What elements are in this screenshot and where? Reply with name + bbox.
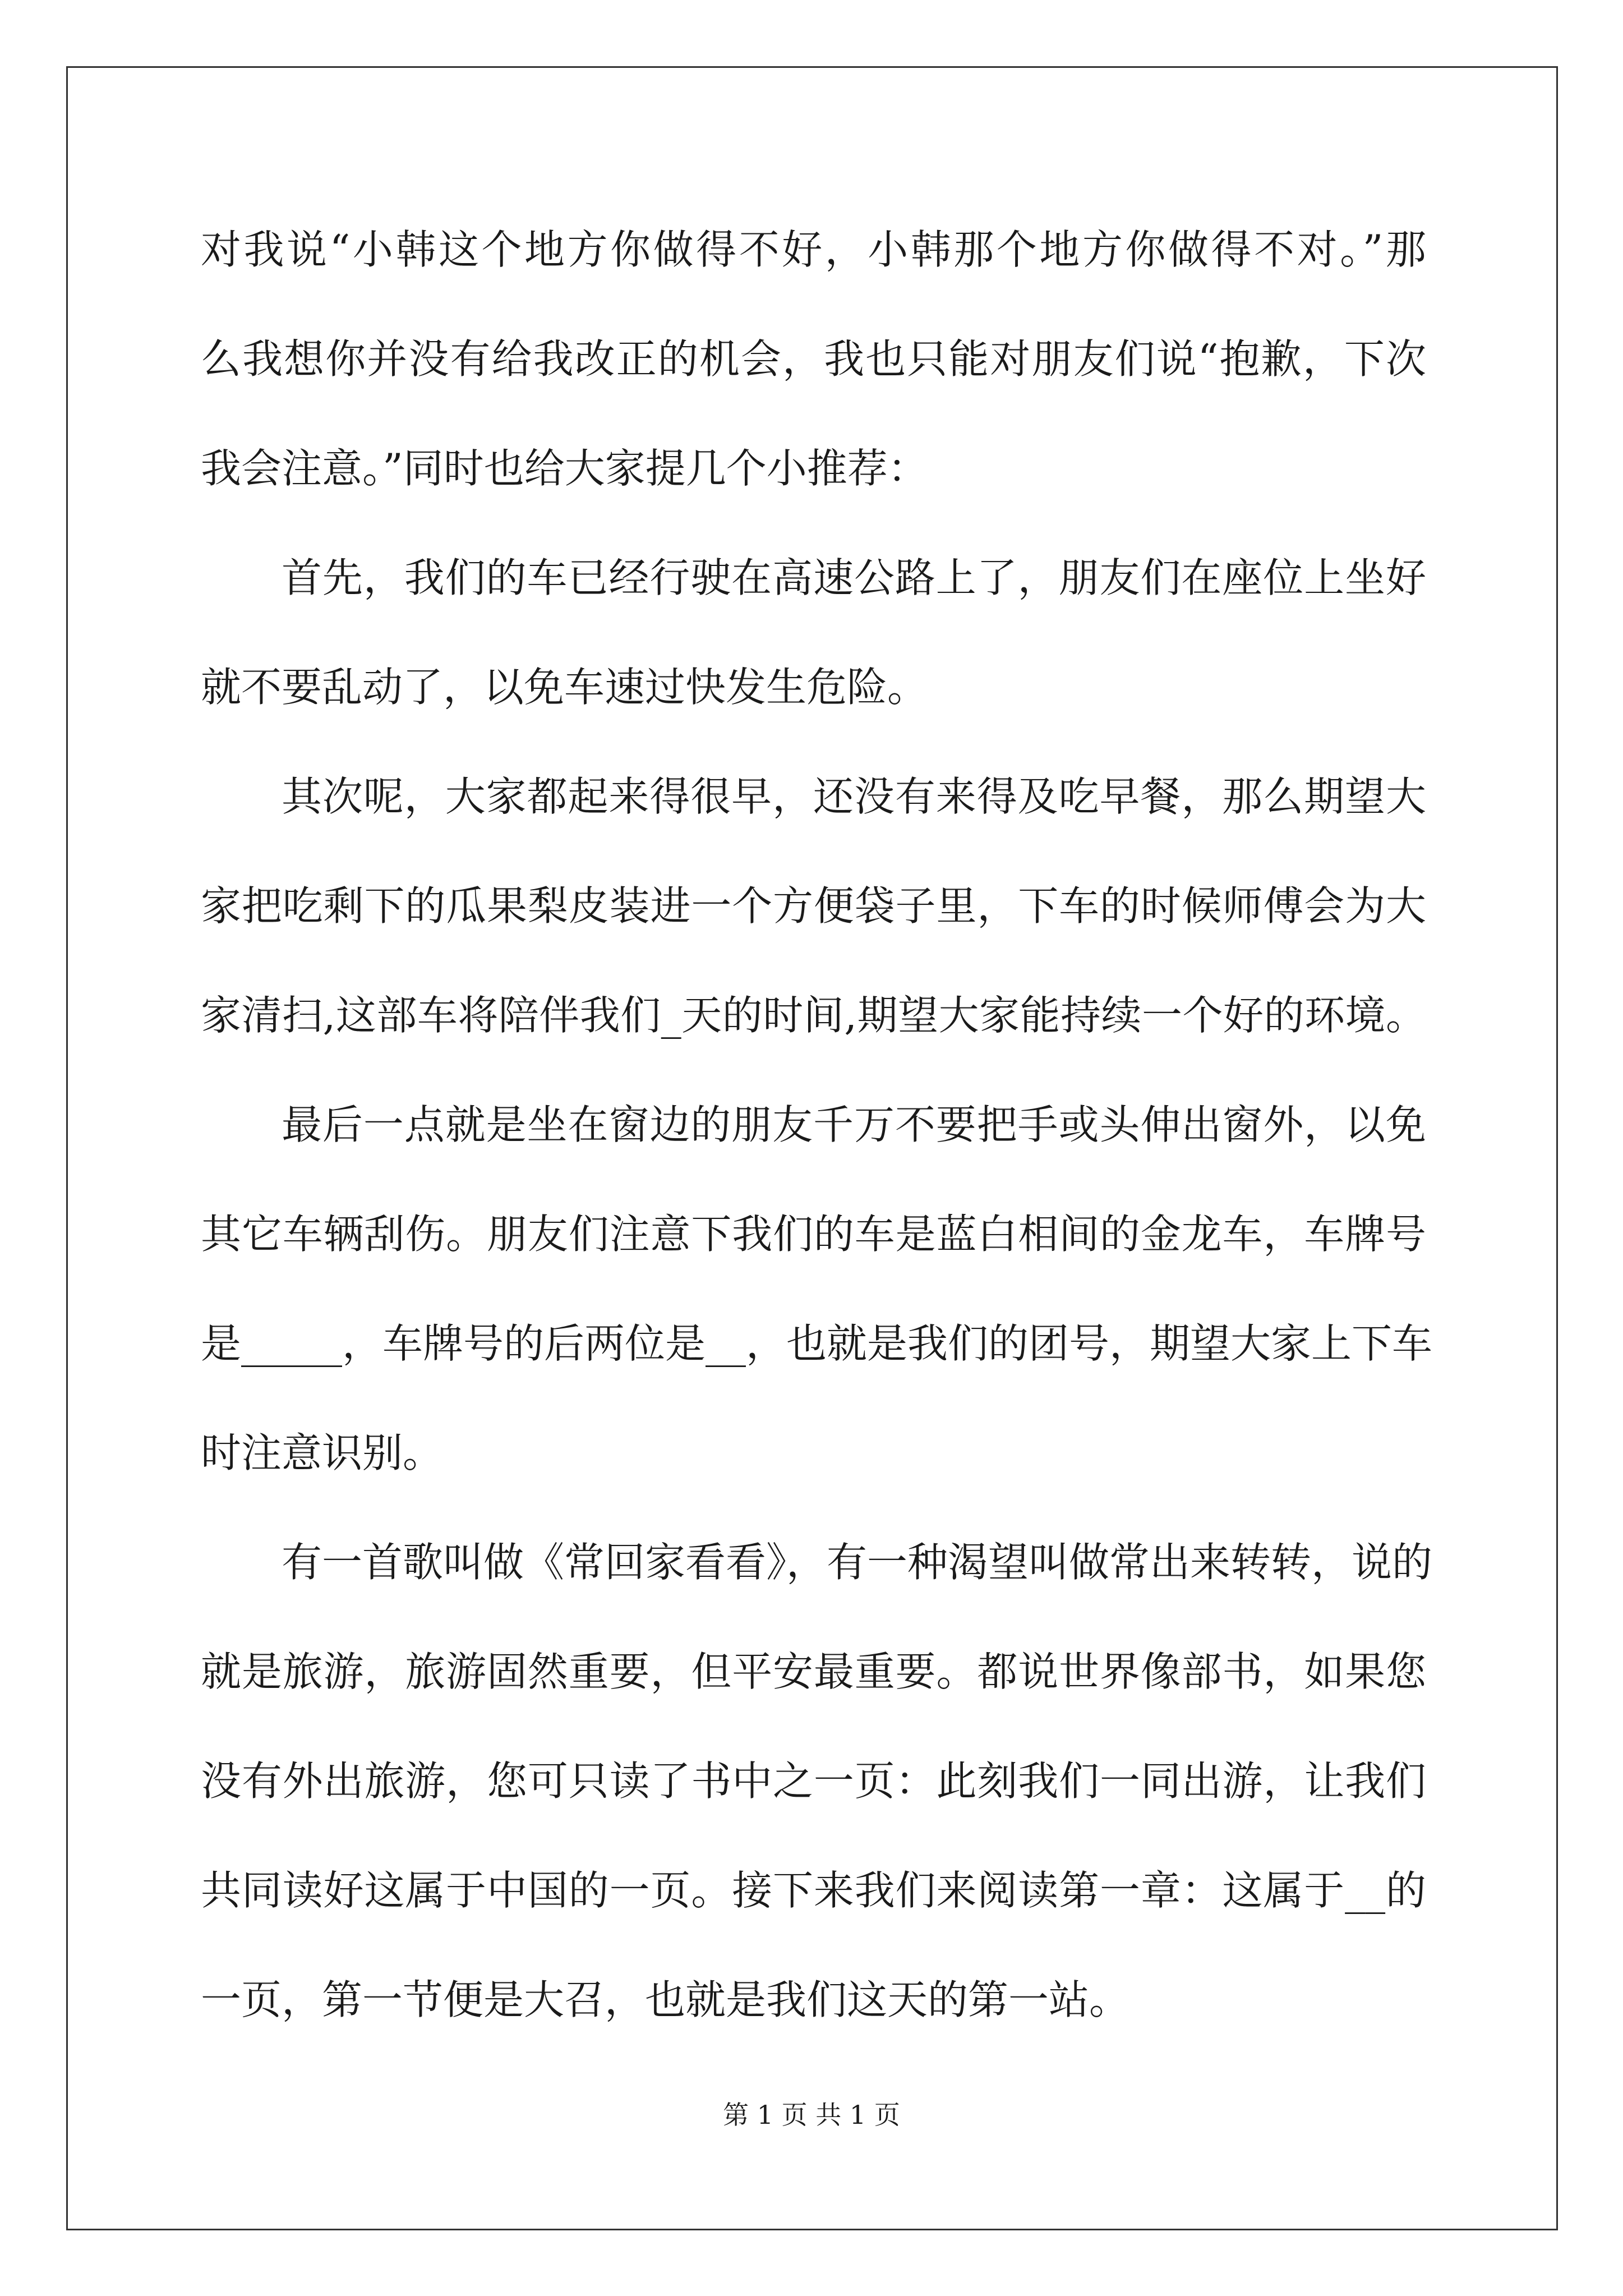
text-line: 时注意识别。 [201, 1429, 444, 1476]
text-line: 就不要乱动了，以免车速过快发生危险。 [201, 664, 928, 711]
text-line: 对我说“小韩这个地方你做得不好，小韩那个地方你做得不对。”那 [201, 226, 1426, 273]
page-number-footer: 第 1 页 共 1 页 [723, 2100, 900, 2130]
text-line: 家清扫,这部车将陪伴我们_天的时间,期望大家能持续一个好的环境。 [201, 992, 1426, 1039]
text-line: 家把吃剩下的瓜果梨皮装进一个方便袋子里，下车的时候师傅会为大 [201, 882, 1426, 930]
text-line: 一页，第一节便是大召，也就是我们这天的第一站。 [201, 1976, 1130, 2023]
text-line: 其它车辆刮伤。朋友们注意下我们的车是蓝白相间的金龙车，车牌号 [201, 1211, 1426, 1258]
text-line: 有一首歌叫做《常回家看看》，有一种渴望叫做常出来转转，说的 [282, 1539, 1433, 1586]
text-line: 其次呢，大家都起来得很早，还没有来得及吃早餐，那么期望大 [282, 773, 1426, 820]
text-line: 共同读好这属于中国的一页。接下来我们来阅读第一章：这属于__的 [201, 1867, 1426, 1914]
text-line: 我会注意。”同时也给大家提几个小推荐： [201, 445, 928, 492]
text-line: 首先，我们的车已经行驶在高速公路上了，朋友们在座位上坐好 [282, 554, 1426, 601]
text-line: 是_____，车牌号的后两位是__，也就是我们的团号，期望大家上下车 [201, 1320, 1433, 1367]
text-line: 没有外出旅游，您可只读了书中之一页：此刻我们一同出游，让我们 [201, 1757, 1426, 1805]
text-line: 么我想你并没有给我改正的机会，我也只能对朋友们说“抱歉，下次 [201, 335, 1426, 383]
text-line: 最后一点就是坐在窗边的朋友千万不要把手或头伸出窗外，以免 [282, 1101, 1426, 1148]
text-line: 就是旅游，旅游固然重要，但平安最重要。都说世界像部书，如果您 [201, 1648, 1426, 1695]
